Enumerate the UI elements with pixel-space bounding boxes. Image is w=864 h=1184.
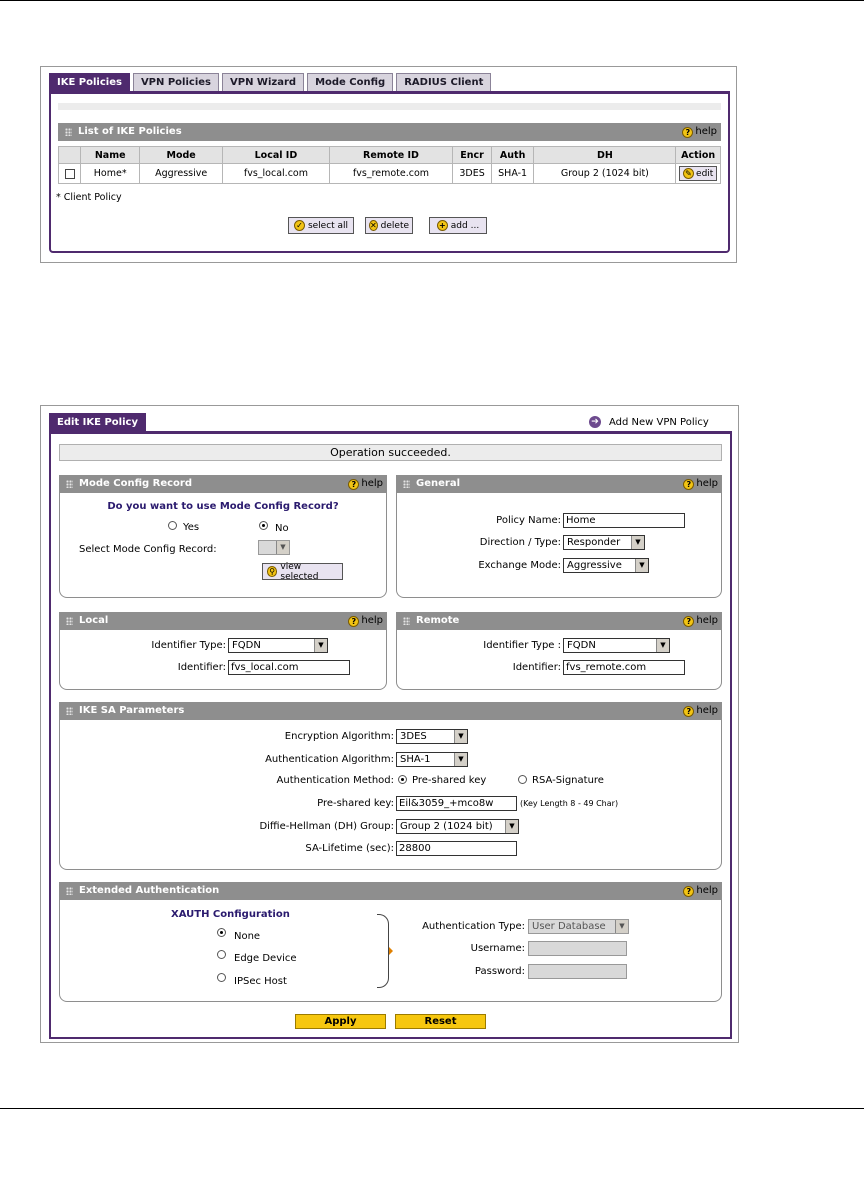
grip-icon [66,480,73,488]
grip-icon [403,617,410,625]
ike-policies-screenshot [40,66,737,263]
xauth-edge-device-label: Edge Device [234,953,297,964]
grip-icon [403,480,410,488]
chevron-down-icon: ▼ [454,730,467,743]
delete-icon: ✕ [369,221,377,230]
apply-button[interactable]: Apply [295,1014,386,1029]
select-all-button[interactable]: ✓ select all [288,217,354,234]
arrow-right-icon: ➔ [589,416,601,428]
remote-identifier-input[interactable]: fvs_remote.com [563,660,685,675]
col-remote-id: Remote ID [329,147,453,164]
ike-sa-title: IKE SA Parameters [79,705,185,716]
cell-encr: 3DES [453,164,492,184]
dh-group-select[interactable]: Group 2 (1024 bit) ▼ [396,819,519,834]
username-label: Username: [470,943,525,954]
magnifier-icon: ⚲ [267,566,277,577]
col-local-id: Local ID [223,147,329,164]
cell-mode: Aggressive [140,164,223,184]
sa-lifetime-input[interactable]: 28800 [396,841,517,856]
key-length-note: (Key Length 8 - 49 Char) [520,799,619,808]
mode-config-no-label: No [275,523,289,534]
grip-icon [66,707,73,715]
edit-button[interactable]: ✎ edit [679,166,717,181]
mode-config-header [59,475,387,493]
exchange-mode-select[interactable]: Aggressive ▼ [563,558,649,573]
col-dh: DH [534,147,676,164]
local-id-type-label: Identifier Type: [151,640,226,651]
local-id-type-select[interactable]: FQDN ▼ [228,638,328,653]
tab-ike-policies[interactable]: IKE Policies [49,73,130,91]
tab-mode-config[interactable]: Mode Config [307,73,393,91]
cell-auth: SHA-1 [491,164,534,184]
tab-radius-client[interactable]: RADIUS Client [396,73,491,91]
col-name: Name [81,147,140,164]
cell-dh: Group 2 (1024 bit) [534,164,676,184]
pre-shared-key-label: Pre-shared key: [317,798,394,809]
panel-spacer [58,103,721,110]
ike-policy-table [58,146,721,184]
remote-id-type-label: Identifier Type : [483,640,561,651]
ike-sa-header [59,702,722,720]
local-identifier-label: Identifier: [177,662,226,673]
xauth-ipsec-host-radio[interactable] [217,973,226,982]
help-icon: ? [683,479,694,490]
grip-icon [66,617,73,625]
help-link[interactable]: ? help [683,702,718,720]
col-action: Action [676,147,721,164]
status-message: Operation succeeded. [59,444,722,461]
rsa-signature-option: RSA-Signature [532,775,604,786]
policy-name-label: Policy Name: [496,515,561,526]
mode-config-yes-radio[interactable] [168,521,177,530]
delete-button[interactable]: ✕ delete [365,217,413,234]
row-checkbox[interactable] [65,169,75,179]
direction-type-label: Direction / Type: [479,537,561,548]
tab-vpn-policies[interactable]: VPN Policies [133,73,219,91]
tab-edit-ike-policy[interactable]: Edit IKE Policy [49,413,146,431]
help-icon: ? [683,886,694,897]
add-new-vpn-policy-link[interactable]: ➔ Add New VPN Policy [589,416,709,428]
chevron-down-icon: ▼ [635,559,648,572]
grip-icon [66,887,73,895]
rsa-signature-radio[interactable] [518,775,527,784]
help-icon: ? [683,616,694,627]
view-selected-button[interactable]: ⚲ view selected [262,563,343,580]
sa-lifetime-label: SA-Lifetime (sec): [305,843,394,854]
encryption-select[interactable]: 3DES ▼ [396,729,468,744]
remote-id-type-select[interactable]: FQDN ▼ [563,638,670,653]
xauth-none-label: None [234,931,261,942]
col-auth: Auth [491,147,534,164]
remote-title: Remote [416,615,460,626]
help-link[interactable]: ? help [348,475,383,493]
username-input[interactable] [528,941,627,956]
mode-config-title: Mode Config Record [79,478,192,489]
top-rule [0,0,864,1]
reset-button[interactable]: Reset [395,1014,486,1029]
pencil-icon: ✎ [683,168,694,179]
local-identifier-input[interactable]: fvs_local.com [228,660,350,675]
pre-shared-key-radio[interactable] [398,775,407,784]
xauth-config-title: XAUTH Configuration [171,909,290,920]
select-mode-config-label: Select Mode Config Record: [79,544,217,555]
chevron-down-icon: ▼ [276,541,289,554]
direction-type-select[interactable]: Responder ▼ [563,535,645,550]
tab-bar [49,73,491,91]
table-header-row [59,147,721,164]
mode-config-no-radio[interactable] [259,521,268,530]
authentication-algorithm-select[interactable]: SHA-1 ▼ [396,752,468,767]
chevron-down-icon: ▼ [631,536,644,549]
xauth-ipsec-host-label: IPSec Host [234,976,287,987]
help-link[interactable]: ? help [682,123,717,141]
mode-config-yes-label: Yes [183,522,200,533]
auth-type-select[interactable]: User Database ▼ [528,919,629,934]
help-icon: ? [682,127,693,138]
help-icon: ? [348,479,359,490]
general-title: General [416,478,460,489]
grip-icon [65,128,72,136]
xauth-edge-device-radio[interactable] [217,950,226,959]
local-header [59,612,387,630]
tab-vpn-wizard[interactable]: VPN Wizard [222,73,304,91]
remote-identifier-label: Identifier: [512,662,561,673]
password-input[interactable] [528,964,627,979]
chevron-down-icon: ▼ [656,639,669,652]
mode-config-question: Do you want to use Mode Config Record? [107,501,339,512]
xauth-title: Extended Authentication [79,885,220,896]
chevron-down-icon: ▼ [505,820,518,833]
plus-icon: + [437,220,448,231]
brace-arrow-icon [389,947,393,955]
help-link[interactable]: ? help [683,612,718,630]
help-link[interactable]: ? help [348,612,383,630]
col-encr: Encr [453,147,492,164]
authentication-algorithm-label: Authentication Algorithm: [265,754,394,765]
xauth-none-radio[interactable] [217,928,226,937]
encryption-label: Encryption Algorithm: [284,731,394,742]
chevron-down-icon: ▼ [314,639,327,652]
list-title: List of IKE Policies [78,126,182,137]
edit-ike-policy-screenshot [40,405,739,1043]
row-checkbox-cell [59,164,81,184]
chevron-down-icon: ▼ [615,920,628,933]
cell-action [676,164,721,184]
pre-shared-key-option: Pre-shared key [412,775,487,786]
edit-tab-bar [49,413,146,431]
xauth-header [59,882,722,900]
policy-name-input[interactable]: Home [563,513,685,528]
list-header [58,123,721,141]
brace-divider [377,914,389,988]
password-label: Password: [474,966,525,977]
add-button[interactable]: + add ... [429,217,487,234]
help-icon: ? [683,706,694,717]
exchange-mode-label: Exchange Mode: [478,560,561,571]
table-row [59,164,721,184]
mode-config-select[interactable] [258,540,290,555]
dh-group-label: Diffie-Hellman (DH) Group: [259,821,394,832]
client-policy-note: * Client Policy [56,192,122,203]
cell-name: Home* [81,164,140,184]
chevron-down-icon: ▼ [454,753,467,766]
auth-type-label: Authentication Type: [422,921,525,932]
remote-header [396,612,722,630]
bottom-rule [0,1108,864,1109]
cell-local-id: fvs_local.com [223,164,329,184]
col-select [59,147,81,164]
pre-shared-key-input[interactable]: Eil&3059_+mco8w [396,796,517,811]
cell-remote-id: fvs_remote.com [329,164,453,184]
general-header [396,475,722,493]
authentication-method-label: Authentication Method: [276,775,394,786]
check-icon: ✓ [294,220,305,231]
help-link[interactable]: ? help [683,882,718,900]
help-icon: ? [348,616,359,627]
col-mode: Mode [140,147,223,164]
help-link[interactable]: ? help [683,475,718,493]
local-title: Local [79,615,109,626]
